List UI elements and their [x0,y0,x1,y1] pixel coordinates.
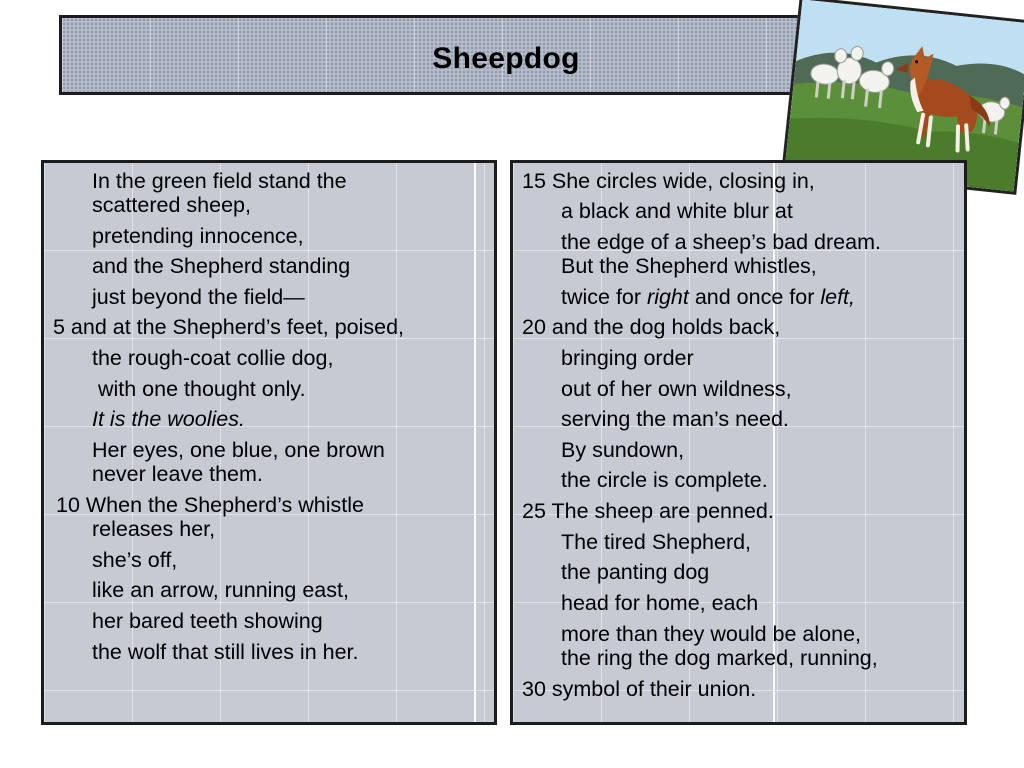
poem-text: twice for [561,285,648,309]
poem-line: In the green field stand the [92,169,347,193]
poem-line: 10 When the Shepherd’s whistle [56,493,364,517]
poem-line: Her eyes, one blue, one brown [92,438,385,462]
poem-line: the panting dog [561,560,710,584]
poem-line: 5 and at the Shepherd’s feet, poised, [53,315,405,339]
poem-line: and the Shepherd standing [92,254,351,278]
poem-line: the ring the dog marked, running, [561,646,878,670]
poem-line: with one thought only. [92,377,306,401]
poem-line: 20 and the dog holds back, [522,315,781,339]
poem-line: a black and white blur at [561,199,793,223]
poem-line: the wolf that still lives in her. [92,640,359,664]
poem-line: releases her, [92,517,216,541]
poem-text-italic: right [647,285,689,309]
poem-column-right [510,160,967,725]
poem-text: and once for [688,285,821,309]
poem-line: out of her own wildness, [561,377,792,401]
poem-line: head for home, each [561,591,759,615]
poem-column-left [41,160,497,725]
poem-line: the edge of a sheep’s bad dream. [561,230,881,254]
poem-line: pretending innocence, [92,224,304,248]
poem-line: she’s off, [92,548,178,572]
poem-line-mixed [561,286,855,309]
poem-line: But the Shepherd whistles, [561,254,817,278]
poem-line: bringing order [561,346,694,370]
poem-line: By sundown, [561,438,685,462]
panel-divider-strip [474,163,494,722]
poem-line: 30 symbol of their union. [522,677,757,701]
poem-line: the circle is complete. [561,468,768,492]
poem-line: the rough-coat collie dog, [92,346,334,370]
poem-line: scattered sheep, [92,193,251,217]
poem-line: like an arrow, running east, [92,578,349,602]
poem-line: serving the man’s need. [561,407,789,431]
poem-line: her bared teeth showing [92,609,323,633]
poem-line-italic: It is the woolies. [92,407,245,431]
slide-title: Sheepdog [432,42,580,75]
poem-line: just beyond the field— [92,285,305,309]
poem-line: 25 The sheep are penned. [522,499,774,523]
poem-line: The tired Shepherd, [561,530,752,554]
poem-line: 15 She circles wide, closing in, [522,169,815,193]
poem-text-italic: left, [820,285,855,309]
poem-line: more than they would be alone, [561,622,862,646]
poem-line: never leave them. [92,462,263,486]
